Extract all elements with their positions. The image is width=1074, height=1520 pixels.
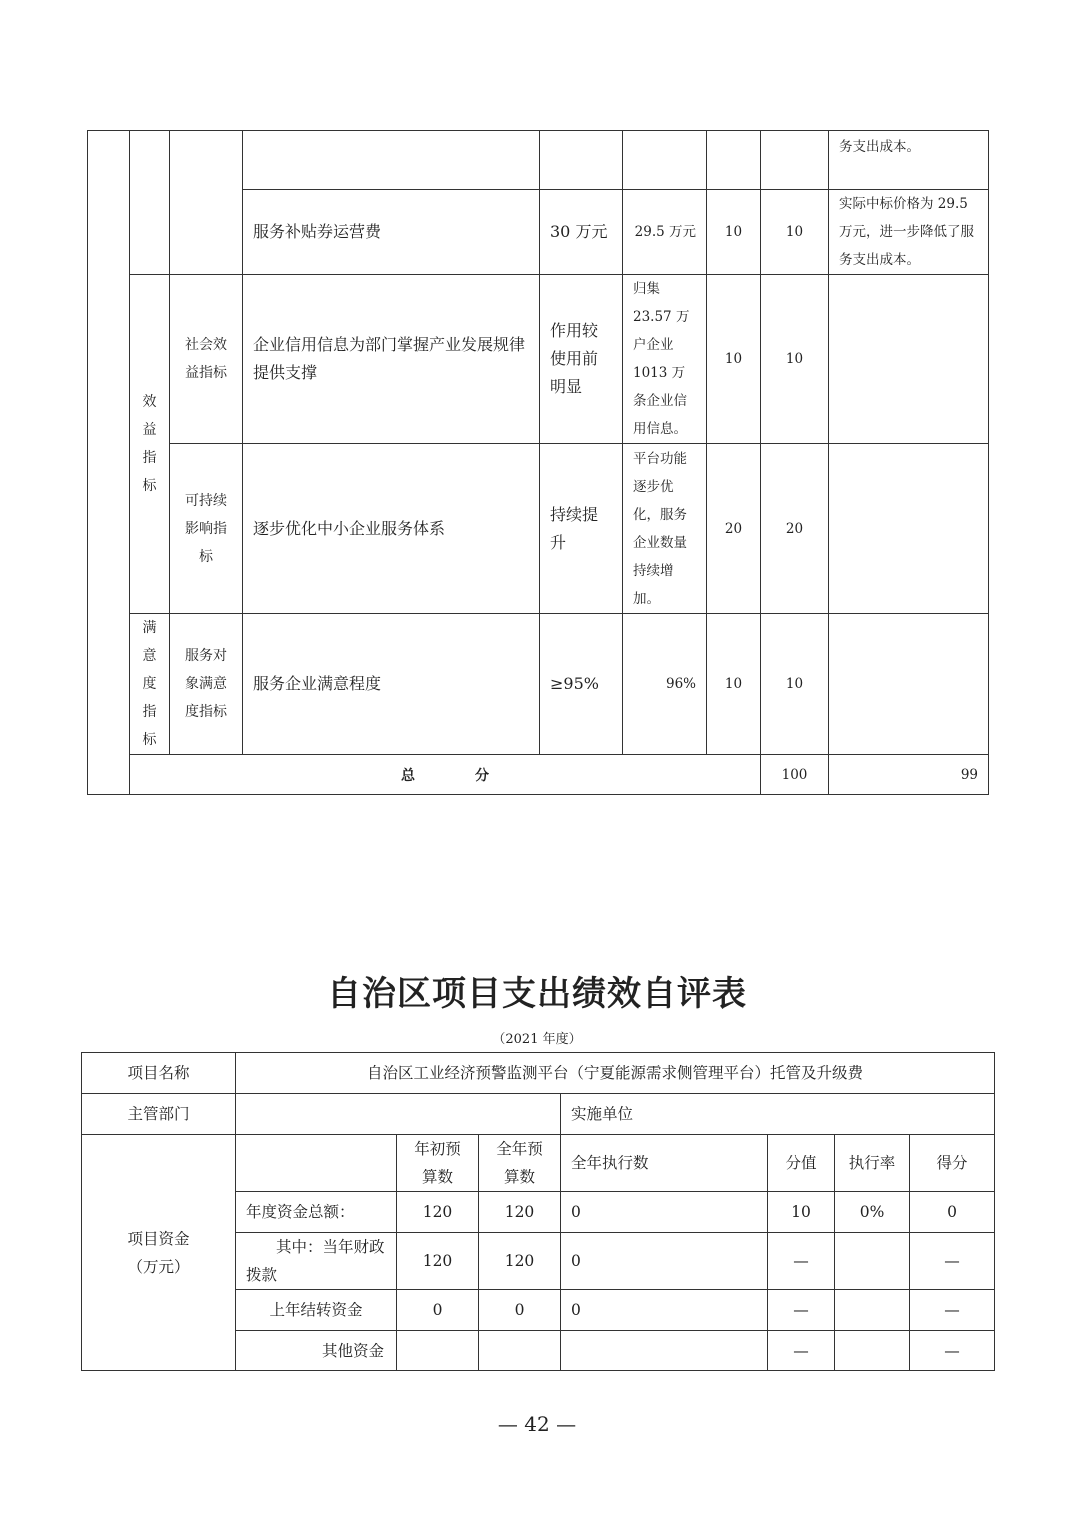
total-label: 总 分 xyxy=(130,755,761,795)
initial-cell: 0 xyxy=(397,1290,479,1331)
table-row xyxy=(82,1053,995,1094)
category-satisfaction-cell: 满意度指标 xyxy=(130,614,170,755)
table-row xyxy=(82,1094,995,1135)
row-label: 年度资金总额： xyxy=(236,1192,397,1233)
unit-label: 实施单位 xyxy=(561,1094,995,1135)
actual-cell: 96% xyxy=(623,614,707,755)
score-cell: 0 xyxy=(910,1192,995,1233)
header-weight: 分值 xyxy=(768,1135,835,1192)
target-cell: ≥95% xyxy=(540,614,623,755)
weight-cell: 10 xyxy=(707,275,761,444)
project-name-value: 自治区工业经济预警监测平台（宁夏能源需求侧管理平台）托管及升级费 xyxy=(236,1053,995,1094)
note-cell: 务支出成本。 xyxy=(829,131,989,190)
row-label: 其他资金 xyxy=(236,1331,397,1371)
fund-label: 项目资金（万元） xyxy=(82,1135,236,1371)
dept-label: 主管部门 xyxy=(82,1094,236,1135)
header-initial-budget: 年初预算数 xyxy=(397,1135,479,1192)
target-cell: 30 万元 xyxy=(540,190,623,275)
subcategory-cell: 可持续影响指标 xyxy=(170,444,243,614)
indicator-cell: 逐步优化中小企业服务体系 xyxy=(243,444,540,614)
header-score: 得分 xyxy=(910,1135,995,1192)
score-cell: — xyxy=(910,1331,995,1371)
score-cell: 10 xyxy=(761,190,829,275)
exec-cell: 0 xyxy=(561,1233,768,1290)
weight-cell: 20 xyxy=(707,444,761,614)
page-number: — 42 — xyxy=(497,1412,577,1436)
total-score-cell: 99 xyxy=(829,755,989,795)
dept-value xyxy=(236,1094,561,1135)
continued-category-cell xyxy=(88,131,130,795)
table-header-row xyxy=(82,1135,995,1192)
project-name-label: 项目名称 xyxy=(82,1053,236,1094)
subcategory-cell: 服务对象满意度指标 xyxy=(170,614,243,755)
actual-cell: 29.5 万元 xyxy=(623,190,707,275)
row-label: 上年结转资金 xyxy=(236,1290,397,1331)
indicator-cell: 服务企业满意程度 xyxy=(243,614,540,755)
score-cell: 20 xyxy=(761,444,829,614)
continued-subcategory-cell xyxy=(130,131,170,275)
score-cell: 10 xyxy=(761,275,829,444)
self-evaluation-table xyxy=(81,1052,995,1371)
actual-cell: 归集 23.57 万户企业 1013 万条企业信用信息。 xyxy=(623,275,707,444)
target-cell: 作用较使用前明显 xyxy=(540,275,623,444)
weight-cell: 10 xyxy=(707,614,761,755)
score-cell: 10 xyxy=(761,614,829,755)
indicator-cell: 企业信用信息为部门掌握产业发展规律提供支撑 xyxy=(243,275,540,444)
score-cell: — xyxy=(910,1233,995,1290)
weight-cell: — xyxy=(768,1233,835,1290)
year-subtitle: （2021 年度） xyxy=(492,1032,582,1047)
weight-cell: — xyxy=(768,1290,835,1331)
table-row xyxy=(88,444,989,614)
rate-cell: 0% xyxy=(835,1192,910,1233)
rate-cell xyxy=(835,1331,910,1371)
total-weight-cell: 100 xyxy=(761,755,829,795)
annual-cell: 0 xyxy=(479,1290,561,1331)
annual-cell: 120 xyxy=(479,1192,561,1233)
indicator-cell: 服务补贴券运营费 xyxy=(243,190,540,275)
note-cell: 实际中标价格为 29.5 万元，进一步降低了服务支出成本。 xyxy=(829,190,989,275)
header-exec-rate: 执行率 xyxy=(835,1135,910,1192)
weight-cell: 10 xyxy=(707,190,761,275)
actual-cell: 平台功能逐步优化，服务企业数量持续增加。 xyxy=(623,444,707,614)
subcategory-cell: 社会效益指标 xyxy=(170,275,243,444)
header-annual-budget: 全年预算数 xyxy=(479,1135,561,1192)
rate-cell xyxy=(835,1290,910,1331)
target-cell: 持续提升 xyxy=(540,444,623,614)
exec-cell: 0 xyxy=(561,1192,768,1233)
initial-cell: 120 xyxy=(397,1192,479,1233)
table-row xyxy=(88,275,989,444)
header-annual-exec: 全年执行数 xyxy=(561,1135,768,1192)
row-label: 其中：当年财政拨款 xyxy=(236,1233,397,1290)
annual-cell: 120 xyxy=(479,1233,561,1290)
continued-indicator-type-cell xyxy=(170,131,243,275)
initial-cell: 120 xyxy=(397,1233,479,1290)
weight-cell: — xyxy=(768,1331,835,1371)
score-cell: — xyxy=(910,1290,995,1331)
rate-cell xyxy=(835,1233,910,1290)
annual-cell xyxy=(479,1331,561,1371)
table-row xyxy=(88,614,989,755)
exec-cell xyxy=(561,1331,768,1371)
weight-cell: 10 xyxy=(768,1192,835,1233)
total-row xyxy=(88,755,989,795)
page-title: 自治区项目支出绩效自评表 xyxy=(327,974,747,1014)
performance-indicator-table xyxy=(87,130,989,795)
exec-cell: 0 xyxy=(561,1290,768,1331)
category-benefit-cell: 效益指标 xyxy=(130,275,170,614)
initial-cell xyxy=(397,1331,479,1371)
